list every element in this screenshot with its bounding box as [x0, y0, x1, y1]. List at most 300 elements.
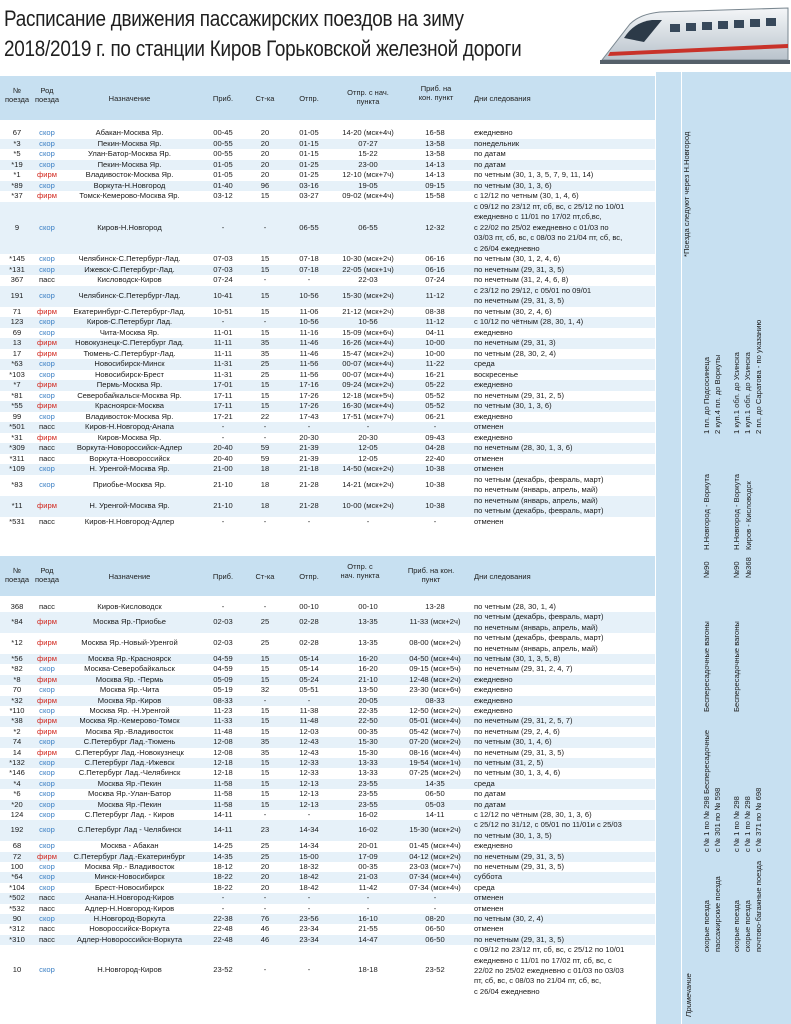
- cell-days: по нечетным (29, 31, 3): [474, 338, 556, 347]
- table-row: [0, 433, 655, 444]
- cell-num: *64: [11, 872, 23, 882]
- cell-st: 59: [260, 443, 270, 452]
- cell-num: *81: [11, 390, 23, 400]
- cell-arr2: 13-58: [425, 138, 445, 148]
- cell-arr: 21-10: [213, 500, 233, 510]
- cell-kind: пасс: [39, 443, 55, 452]
- cell-dest: Москва Яр.-Улан-Батор: [88, 789, 171, 799]
- cell-dest: Киров-Н.Новгород: [97, 222, 162, 232]
- cell-days: с 12/12 по чётным (28, 30, 1, 3, 6): [474, 810, 592, 819]
- cell-arr2: 15-30 (мск+2ч): [409, 825, 461, 835]
- cell-dest: Москва-Северобайкальск: [84, 664, 175, 674]
- table-row: [0, 633, 655, 654]
- cell-st: 20: [260, 882, 270, 892]
- cell-dep: 17-43: [299, 411, 319, 421]
- cell-dst: 16-30 (мск+4ч): [342, 401, 394, 410]
- cell-kind: фирм: [37, 617, 57, 627]
- cell-kind: фирм: [37, 747, 57, 757]
- table-row: [0, 675, 655, 685]
- table-row: [0, 664, 655, 674]
- cell-dep: 05-24: [299, 674, 319, 684]
- cell-arr: 11-23: [213, 706, 233, 715]
- cell-dest: Адлер-Новороссийск-Воркута: [76, 934, 183, 944]
- cell-arr2: 07-20 (мск+2ч): [409, 737, 461, 747]
- table-row: [0, 727, 655, 737]
- cell-kind: фирм: [37, 716, 57, 726]
- cell-arr: 17-11: [213, 401, 233, 410]
- through-carriages-1: Беспересадочные вагоны: [702, 621, 711, 712]
- cell-num: 14: [12, 747, 22, 757]
- table-row: [0, 202, 655, 255]
- cell-kind: скор: [39, 664, 55, 674]
- cell-days: ежедневно: [474, 128, 513, 137]
- cell-dest: Анапа-Н.Новгород-Киров: [85, 893, 174, 903]
- cell-st: -: [263, 432, 267, 442]
- cell-arr2: 05-52: [425, 401, 445, 410]
- cell-dest: Пекин-Москва Яр.: [97, 138, 162, 148]
- cell-st: 76: [260, 914, 270, 923]
- table-row: [0, 454, 655, 465]
- cell-arr2: 08-20: [425, 914, 445, 923]
- cell-dest: С.Петербург Лад. - Киров: [84, 810, 175, 819]
- cell-kind: пасс: [39, 602, 55, 611]
- cell-dest: Кисловодск-Киров: [97, 275, 162, 284]
- col-header-dest: Назначение: [108, 572, 151, 581]
- cell-st: -: [263, 893, 267, 903]
- cell-dst: 00-07 (мск+4ч): [342, 369, 394, 379]
- cell-kind: скор: [39, 369, 55, 379]
- cell-days: по нечетным (28, 30, 1, 3, 6): [474, 443, 573, 452]
- train-no-1: №90: [702, 561, 711, 578]
- table-row: [0, 883, 655, 893]
- cell-kind: скор: [39, 685, 55, 695]
- cell-arr: 02-03: [213, 638, 233, 648]
- cell-arr2: 23-52: [425, 965, 445, 975]
- table-row: [0, 307, 655, 318]
- cell-days: по четным (30, 1, 3, 5): [474, 830, 552, 840]
- cell-arr2: 06-50: [425, 924, 445, 934]
- table-row: [0, 149, 655, 160]
- train-kind-1: скорые поезда: [702, 900, 711, 952]
- cell-days: по нечетным (январь, апрель, май): [474, 643, 598, 653]
- sidebar-notes: [656, 72, 791, 1024]
- table-row: [0, 412, 655, 423]
- cell-num: 67: [12, 128, 22, 137]
- cell-arr: 10-51: [213, 306, 233, 316]
- table-row: [0, 924, 655, 934]
- cell-kind: пасс: [39, 422, 55, 431]
- cell-st: 15: [260, 664, 270, 674]
- table-row: [0, 475, 655, 496]
- cell-st: 25: [260, 841, 270, 851]
- cell-st: 15: [260, 306, 270, 316]
- table-row: [0, 914, 655, 924]
- table-row: [0, 935, 655, 945]
- carriage-note-a1: 1 пл. до Подсосинеца: [702, 357, 711, 434]
- cell-dest: Улан-Батор-Москва Яр.: [88, 149, 171, 158]
- cell-dest: Киров-Кисловодск: [97, 602, 162, 611]
- cell-st: 15: [260, 706, 270, 715]
- cell-days: по датам: [474, 789, 506, 799]
- cell-st: 15: [260, 799, 270, 809]
- cell-kind: фирм: [37, 638, 57, 648]
- cell-num: 123: [10, 317, 24, 326]
- col-header-st: Ст-ка: [255, 94, 275, 103]
- table-row: [0, 685, 655, 695]
- col-header-arr: Приб.: [212, 94, 234, 103]
- cell-dst: 15-09 (мск+6ч): [342, 327, 394, 337]
- cell-st: 15: [260, 778, 270, 788]
- cell-num: *7: [13, 380, 21, 389]
- cell-dest: Москва Яр.-Пекин: [97, 778, 162, 788]
- cell-days: с 22/02 по 25/02 ежедневно с 01/03 по: [474, 222, 609, 232]
- cell-st: 20: [260, 149, 270, 158]
- cell-arr: 21-00: [213, 464, 233, 473]
- cell-st: 22: [260, 411, 270, 421]
- cell-arr: -: [221, 903, 225, 913]
- cell-kind: фирм: [37, 851, 57, 861]
- table-1-body: [0, 128, 655, 527]
- cell-days: среда: [474, 778, 495, 788]
- cell-dep: 21-18: [299, 464, 319, 473]
- cell-st: 20: [260, 128, 270, 137]
- train-kind-4: скорые поезда: [743, 900, 752, 952]
- cell-dep: 11-46: [299, 348, 319, 358]
- cell-arr: 07-03: [213, 254, 233, 263]
- cell-arr2: 07-25 (мск+2ч): [409, 768, 461, 778]
- cell-dst: -: [366, 516, 370, 526]
- cell-dest: Киров-Москва Яр.: [97, 432, 162, 442]
- cell-st: 35: [260, 348, 270, 358]
- table-row: [0, 349, 655, 360]
- cell-arr: 05-19: [213, 685, 233, 695]
- cell-kind: скор: [39, 138, 55, 148]
- cell-days: ежедневно: [474, 327, 513, 337]
- cell-num: *132: [9, 758, 25, 767]
- cell-num: 192: [10, 825, 24, 835]
- cell-days: по четным (декабрь, февраль, март): [474, 506, 604, 515]
- cell-dep: 05-14: [299, 664, 319, 674]
- col-header-dst: Отпр. с нач. пункта: [340, 562, 380, 580]
- cell-days: с 09/12 по 23/12 пт, сб, вс, с 25/12 по 10/01: [474, 201, 625, 211]
- cell-kind: пасс: [39, 893, 55, 903]
- cell-st: 15: [260, 254, 270, 263]
- cell-dst: 13-33: [358, 758, 378, 767]
- cell-dest: Н.Новгород-Воркута: [93, 914, 166, 923]
- table-row: [0, 170, 655, 181]
- range-note-b1: с № 1 по № 298: [732, 796, 741, 852]
- cell-dst: 13-33: [358, 768, 378, 778]
- cell-days: ежедневно: [474, 411, 513, 421]
- table-row: [0, 160, 655, 171]
- route-3: Киров - Кисловодск: [744, 481, 753, 550]
- cell-dst: 12-10 (мск+7ч): [342, 170, 394, 179]
- cell-dst: 21-10: [358, 674, 378, 684]
- cell-days: отменен: [474, 422, 504, 431]
- cell-kind: скор: [39, 479, 55, 489]
- cell-arr: 11-58: [213, 789, 233, 799]
- cell-num: 74: [12, 737, 22, 747]
- cell-dest: Красноярск-Москва: [95, 401, 164, 410]
- cell-dest: Адлер-Н.Новгород-Киров: [84, 903, 175, 913]
- table-2-header: [0, 556, 655, 596]
- cell-days: по четным (декабрь, февраль, март): [474, 633, 604, 643]
- cell-arr2: 23-03 (мск+7ч): [409, 862, 461, 871]
- cell-dep: 23-34: [299, 934, 319, 944]
- cell-kind: скор: [39, 264, 55, 274]
- cell-arr: -: [221, 422, 225, 431]
- cell-arr: 22-48: [213, 924, 233, 934]
- cell-num: *312: [9, 924, 25, 934]
- cell-st: -: [263, 317, 267, 326]
- cell-dep: 21-28: [299, 500, 319, 510]
- cell-dst: 16-20: [358, 654, 378, 663]
- cell-dep: 10-56: [299, 290, 319, 300]
- cell-arr: 04-59: [213, 664, 233, 674]
- cell-kind: скор: [39, 317, 55, 326]
- cell-dst: 13-35: [358, 638, 378, 648]
- cell-kind: скор: [39, 862, 55, 871]
- cell-days: по четным (декабрь, февраль, март): [474, 612, 604, 622]
- cell-st: 25: [260, 359, 270, 368]
- col-header-kind: Род поезда: [34, 566, 60, 584]
- cell-dest: Воркута-Новороссийск-Адлер: [76, 443, 183, 452]
- cell-arr2: 07-24: [425, 275, 445, 284]
- cell-days: по нечетным (январь, апрель, май): [474, 485, 598, 494]
- cell-days: по четным (30, 2, 4, 6): [474, 306, 552, 316]
- cell-st: 25: [260, 638, 270, 648]
- table-row: [0, 945, 655, 997]
- cell-dst: 18-18: [358, 965, 378, 975]
- cell-kind: скор: [39, 914, 55, 923]
- cell-st: -: [263, 965, 267, 975]
- cell-dest: С.Петербург Лад.-Новокузнецк: [75, 747, 184, 757]
- cell-dest: Москва Яр.-Красноярск: [88, 654, 171, 663]
- table-row: [0, 654, 655, 664]
- cell-dst: 22-03: [358, 275, 378, 284]
- col-header-dep: Отпр.: [299, 94, 319, 103]
- cell-arr: 11-58: [213, 799, 233, 809]
- cell-num: *103: [9, 369, 25, 379]
- cell-dep: 03-16: [299, 180, 319, 190]
- cell-arr2: 10-38: [425, 500, 445, 510]
- cell-arr2: 23-30 (мск+6ч): [409, 685, 461, 695]
- route-1: Н.Новгород - Воркута: [702, 474, 711, 550]
- cell-num: *532: [9, 903, 25, 913]
- cell-dep: 02-28: [299, 638, 319, 648]
- table-row: [0, 706, 655, 716]
- cell-days: по нечетным (29, 31, 3, 5): [474, 851, 565, 861]
- cell-kind: скор: [39, 359, 55, 368]
- cell-st: 15: [260, 758, 270, 767]
- table-row: [0, 359, 655, 370]
- cell-st: 46: [260, 934, 270, 944]
- cell-arr2: 13-58: [425, 149, 445, 158]
- cell-days: по нечетным (29, 31, 3, 5): [474, 862, 565, 871]
- cell-kind: скор: [39, 882, 55, 892]
- cell-kind: скор: [39, 768, 55, 778]
- table-row: [0, 768, 655, 778]
- cell-arr: 00-45: [213, 128, 233, 137]
- cell-dep: 11-38: [299, 706, 319, 715]
- cell-arr2: 06-16: [425, 254, 445, 263]
- cell-kind: скор: [39, 290, 55, 300]
- cell-num: *83: [11, 479, 23, 489]
- table-row: [0, 748, 655, 758]
- cell-dst: 14-21 (мск+2ч): [342, 479, 394, 489]
- table-row: [0, 139, 655, 150]
- cell-days: отменен: [474, 516, 504, 526]
- cell-dst: 10-30 (мск+2ч): [342, 254, 394, 263]
- cell-arr2: 12-50 (мск+2ч): [409, 706, 461, 715]
- table-row: [0, 265, 655, 276]
- carriage-note-b3: 2 пл. до Саратова - по указанию: [754, 319, 763, 434]
- cell-arr: 12-08: [213, 747, 233, 757]
- cell-dest: Москва Яр. -Пермь: [95, 674, 164, 684]
- cell-arr2: 11-12: [425, 290, 445, 300]
- cell-arr: 11-11: [213, 338, 233, 347]
- range-note-b3: с № 371 по № 698: [754, 787, 763, 852]
- cell-arr2: 07-34 (мск+4ч): [409, 872, 461, 882]
- table-row: [0, 862, 655, 872]
- cell-dep: -: [307, 965, 311, 975]
- cell-arr2: 05-01 (мск+4ч): [409, 716, 461, 726]
- table-row: [0, 904, 655, 914]
- cell-arr: 00-55: [213, 138, 233, 148]
- cell-arr: 14-35: [213, 851, 233, 861]
- cell-st: 15: [260, 789, 270, 799]
- cell-kind: фирм: [37, 432, 57, 442]
- cell-dest: С.Петербург Лад.-Тюмень: [83, 737, 176, 747]
- cell-dep: 12-13: [299, 789, 319, 799]
- cell-dst: 17-09: [358, 851, 378, 861]
- cell-dest: Москва Яр.-Владивосток: [85, 726, 174, 736]
- cell-dep: 11-56: [299, 359, 319, 368]
- cell-arr2: 16-21: [425, 369, 445, 379]
- cell-arr: 11-33: [213, 716, 233, 726]
- cell-num: *502: [9, 893, 25, 903]
- cell-arr: 20-40: [213, 443, 233, 452]
- cell-days: по нечетным (январь, апрель, май): [474, 622, 598, 632]
- cell-dep: 07-18: [299, 254, 319, 263]
- cell-arr: -: [221, 602, 225, 611]
- table-row: [0, 275, 655, 286]
- cell-days: по четным (28, 30, 1, 4): [474, 602, 556, 611]
- cell-dep: 12-33: [299, 758, 319, 767]
- cell-dest: Ижевск-С.Петербург-Лад.: [84, 264, 175, 274]
- cell-dest: Северобайкальск-Москва Яр.: [77, 390, 182, 400]
- table-row: [0, 841, 655, 851]
- cell-kind: скор: [39, 390, 55, 400]
- cell-dep: 21-39: [299, 453, 319, 463]
- cell-dep: -: [307, 516, 311, 526]
- cell-arr: 05-09: [213, 674, 233, 684]
- cell-arr: 17-01: [213, 380, 233, 389]
- cell-days: по четным (30, 1, 3, 6): [474, 401, 552, 410]
- table-row: [0, 517, 655, 528]
- cell-st: -: [263, 222, 267, 232]
- cell-num: 191: [10, 290, 24, 300]
- cell-dep: -: [307, 422, 311, 431]
- cell-num: 17: [12, 348, 22, 358]
- cell-dest: Челябинск-С.Петербург-Лад.: [78, 290, 181, 300]
- range-note-2: с № 301 по № 598: [713, 787, 722, 852]
- cell-dst: 23-55: [358, 778, 378, 788]
- cell-dst: 22-35: [358, 706, 378, 715]
- cell-dep: -: [307, 893, 311, 903]
- cell-arr2: 14-13: [425, 159, 445, 169]
- cell-st: 15: [260, 768, 270, 778]
- cell-arr2: 11-12: [425, 317, 445, 326]
- carriage-note-a2: 2 куп.4 пл. до Воркуты: [713, 354, 722, 434]
- cell-num: *311: [9, 453, 25, 463]
- cell-st: -: [263, 810, 267, 819]
- cell-dst: 16-10: [358, 914, 378, 923]
- col-header-arr2: Приб. на кон. пункт: [407, 566, 455, 584]
- cell-arr2: 06-16: [425, 264, 445, 274]
- cell-dep: -: [307, 695, 311, 705]
- cell-dst: 11-42: [358, 882, 378, 892]
- cell-num: 72: [12, 851, 22, 861]
- cell-arr2: 08-00 (мск+2ч): [409, 638, 461, 648]
- cell-dest: Москва Яр.- Владивосток: [84, 862, 175, 871]
- cell-num: *8: [13, 674, 21, 684]
- table-row: [0, 496, 655, 517]
- cell-days: по четным (31, 2, 5): [474, 758, 544, 767]
- cell-arr: 04-59: [213, 654, 233, 663]
- cell-num: *501: [9, 422, 25, 431]
- table-row: [0, 464, 655, 475]
- cell-st: -: [263, 422, 267, 431]
- cell-st: 18: [260, 464, 270, 473]
- cell-kind: скор: [39, 778, 55, 788]
- cell-kind: скор: [39, 254, 55, 263]
- cell-st: 32: [260, 685, 270, 695]
- cell-dep: 20-30: [299, 432, 319, 442]
- cell-st: 25: [260, 851, 270, 861]
- cell-arr2: 04-11: [425, 327, 445, 337]
- table-row: [0, 191, 655, 202]
- cell-arr: 18-12: [213, 862, 233, 871]
- cell-dst: 16-20: [358, 664, 378, 674]
- cell-st: -: [263, 695, 267, 705]
- cell-kind: скор: [39, 706, 55, 715]
- cell-kind: скор: [39, 737, 55, 747]
- cell-kind: пасс: [39, 275, 55, 284]
- cell-dest: Новокузнецк-С.Петербург Лад.: [75, 338, 184, 347]
- cell-dep: 01-05: [299, 128, 319, 137]
- cell-arr: 20-40: [213, 453, 233, 463]
- table-row: [0, 370, 655, 381]
- cell-arr2: 01-45 (мск+4ч): [409, 841, 461, 851]
- table-row: [0, 443, 655, 454]
- cell-num: *89: [11, 180, 23, 190]
- cell-days: отменен: [474, 924, 504, 934]
- cell-dep: 12-33: [299, 768, 319, 778]
- cell-arr: 12-18: [213, 768, 233, 778]
- table-row: [0, 893, 655, 903]
- cell-num: 68: [12, 841, 22, 851]
- cell-kind: фирм: [37, 500, 57, 510]
- cell-dest: С.Петербург Лад.-Ижевск: [84, 758, 175, 767]
- train-icon: [600, 2, 790, 72]
- cell-st: -: [263, 602, 267, 611]
- cell-arr2: 05-03: [425, 799, 445, 809]
- cell-st: 46: [260, 924, 270, 934]
- cell-dst: 20-01: [358, 841, 378, 851]
- col-header-dest: Назначение: [108, 94, 151, 103]
- cell-num: *31: [11, 432, 23, 442]
